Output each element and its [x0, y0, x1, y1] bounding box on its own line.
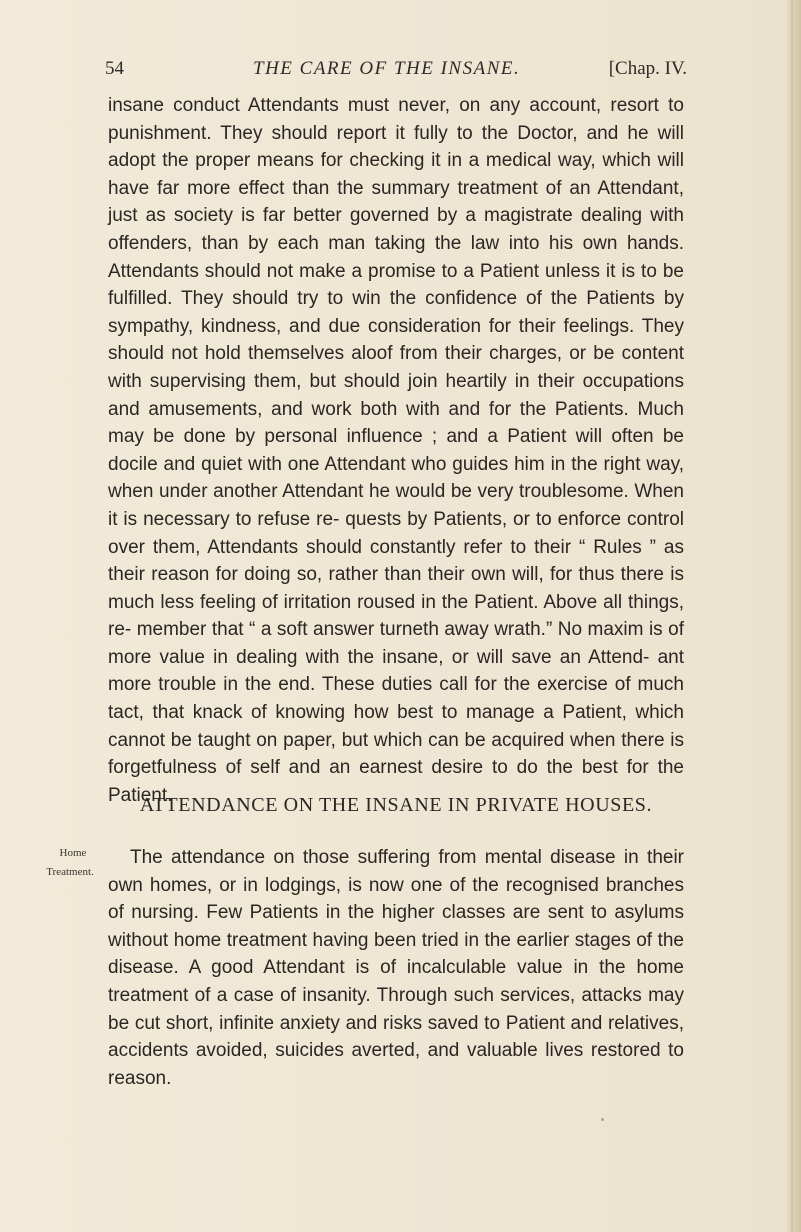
page-number: 54	[105, 58, 124, 79]
running-head	[105, 58, 687, 84]
paragraph-2-text: The attendance on those suffering from mental disease in their own homes, or in lodgings, is now one of the recognised branches of nursing. Few Patients in the higher classes are sent to asylums without home treatment having been tried in the earlier stages of the disease. A good Attendant is of incalculable value in the home treatment of a case of insanity. Through such services, attacks may be cut short, infinite anxiety and risks saved to Patient and relatives, accidents avoided, suicides averted, and valuable lives restored to reason.	[108, 847, 684, 1089]
page-edge-shadow	[791, 0, 793, 1232]
margin-note-line-1: Home	[59, 847, 87, 859]
paper-speck	[601, 1118, 604, 1121]
running-title: THE CARE OF THE INSANE.	[253, 58, 521, 79]
chapter-label: [Chap. IV.	[608, 58, 687, 79]
paragraph-2	[108, 844, 684, 1092]
margin-note	[46, 846, 96, 879]
paragraph-1: insane conduct Attendants must never, on any account, resort to punishment. They should report it fully to the Doctor, and he will adopt the proper means for checking it in a medical way, which will have far more effect than the summary treatment of an Attendant, just as society is far better governed by a magistrate dealing with offenders, than by each man taking the law into his own hands. Attendants should not make a promise to a Patient unless it is to be fulfilled. They should try to win the confidence of the Patients by sympathy, kindness, and due consideration for their feelings. They should not hold themselves aloof from their charges, or be content with supervising them, but should join heartily in their occupations and amusements, and work both with and for the Patients. Much may be done by personal influence ; and a Patient will often be docile and quiet with one Attendant who guides him in the right way, when under another Attendant he would be very troublesome. When it is necessary to refuse re- quests by Patients, or to enforce control over them, Attendants should constantly refer to their “ Rules ” as their reason for doing so, rather than their own will, for thus there is much less feeling of irritation roused in the Patient. Above all things, re- member that “ a soft answer turneth away wrath.” No maxim is of more value in dealing with the insane, or will save an Attend- ant more trouble in the end. These duties call for the exercise of much tact, that knack of knowing how best to manage a Patient, which cannot be taught on paper, but which can be acquired when there is forgetfulness of self and an earnest desire to do the best for the Patient.	[108, 95, 684, 806]
page-edge	[787, 0, 801, 1232]
margin-note-line-2: Treatment.	[46, 866, 94, 878]
section-heading: ATTENDANCE ON THE INSANE IN PRIVATE HOUSES.	[139, 794, 653, 816]
